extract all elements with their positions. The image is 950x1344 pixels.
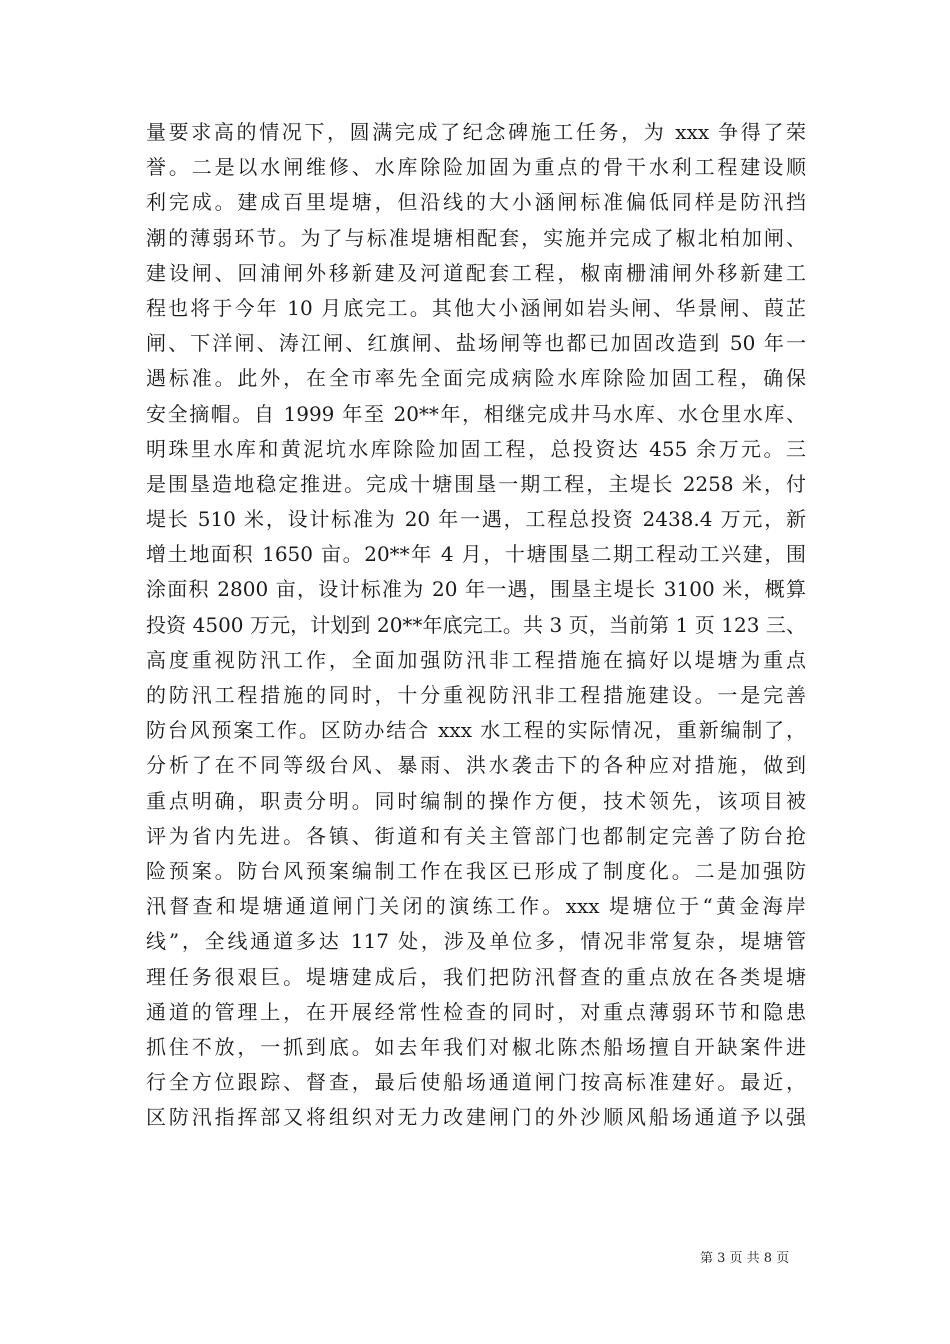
text-line: 建设闸、回浦闸外移新建及河道配套工程，椒南栅浦闸外移新建工 xyxy=(146,260,806,285)
text-line: 评为省内先进。各镇、街道和有关主管部门也都制定完善了防台抢 xyxy=(146,823,806,848)
text-line: 投资 4500 万元，计划到 20**年底完工。共 3 页，当前第 1 页 123 三、 xyxy=(146,612,806,637)
body-paragraph xyxy=(146,115,806,1135)
page-number-footer: 第 3 页 共 8 页 xyxy=(700,1251,790,1266)
text-line: 安全摘帽。自 1999 年至 20**年，相继完成井马水库、水仓里水库、 xyxy=(146,401,806,426)
text-line: 防台风预案工作。区防办结合 xxx 水工程的实际情况，重新编制了， xyxy=(146,718,806,743)
text-line: 区防汛指挥部又将组织对无力改建闸门的外沙顺风船场通道予以强 xyxy=(146,1105,806,1130)
text-line: 潮的薄弱环节。为了与标准堤塘相配套，实施并完成了椒北柏加闸、 xyxy=(146,225,806,250)
text-line: 汛督查和堤塘通道闸门关闭的演练工作。xxx 堤塘位于“黄金海岸 xyxy=(146,894,806,919)
text-line: 闸、下洋闸、涛江闸、红旗闸、盐场闸等也都已加固改造到 50 年一 xyxy=(146,331,806,356)
text-line: 涂面积 2800 亩，设计标准为 20 年一遇，围垦主堤长 3100 米，概算 xyxy=(146,577,806,602)
text-line: 通道的管理上，在开展经常性检查的同时，对重点薄弱环节和隐患 xyxy=(146,999,806,1024)
text-line: 重点明确，职责分明。同时编制的操作方便，技术领先，该项目被 xyxy=(146,788,806,813)
text-line: 险预案。防台风预案编制工作在我区已形成了制度化。二是加强防 xyxy=(146,858,806,883)
text-line: 行全方位跟踪、督查，最后使船场通道闸门按高标准建好。最近， xyxy=(146,1070,806,1095)
text-line: 遇标准。此外，在全市率先全面完成病险水库除险加固工程，确保 xyxy=(146,366,806,391)
text-line: 是围垦造地稳定推进。完成十塘围垦一期工程，主堤长 2258 米，付 xyxy=(146,471,806,496)
text-line: 理任务很艰巨。堤塘建成后，我们把防汛督查的重点放在各类堤塘 xyxy=(146,964,806,989)
text-line: 堤长 510 米，设计标准为 20 年一遇，工程总投资 2438.4 万元，新 xyxy=(146,507,806,532)
text-line: 明珠里水库和黄泥坑水库除险加固工程，总投资达 455 余万元。三 xyxy=(146,436,806,461)
text-line: 程也将于今年 10 月底完工。其他大小涵闸如岩头闸、华景闸、葭芷 xyxy=(146,295,806,320)
text-line: 的防汛工程措施的同时，十分重视防汛非工程措施建设。一是完善 xyxy=(146,683,806,707)
text-line: 量要求高的情况下，圆满完成了纪念碑施工任务，为 xxx 争得了荣 xyxy=(146,120,806,144)
text-line: 分析了在不同等级台风、暴雨、洪水袭击下的各种应对措施，做到 xyxy=(146,753,806,778)
text-line: 增土地面积 1650 亩。20**年 4 月，十塘围垦二期工程动工兴建，围 xyxy=(146,542,806,567)
text-line: 利完成。建成百里堤塘，但沿线的大小涵闸标准偏低同样是防汛挡 xyxy=(146,190,806,215)
text-line: 高度重视防汛工作，全面加强防汛非工程措施在搞好以堤塘为重点 xyxy=(146,647,806,672)
text-line: 抓住不放，一抓到底。如去年我们对椒北陈杰船场擅自开缺案件进 xyxy=(146,1034,806,1059)
text-line: 线”，全线通道多达 117 处，涉及单位多，情况非常复杂，堤塘管 xyxy=(146,929,806,954)
text-line: 誉。二是以水闸维修、水库除险加固为重点的骨干水利工程建设顺 xyxy=(146,155,806,180)
